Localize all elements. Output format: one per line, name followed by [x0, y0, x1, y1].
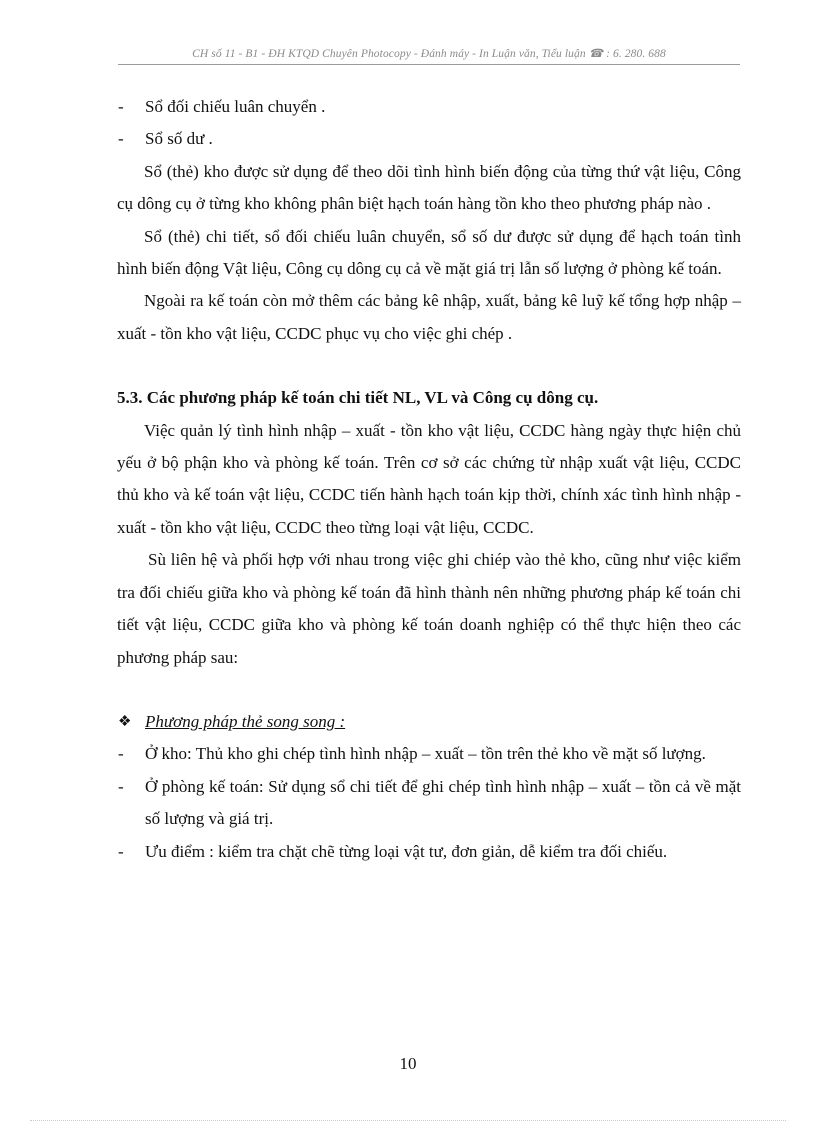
bullet-marker: - [118, 97, 124, 116]
bullet-marker: - [118, 841, 124, 861]
header-rule [118, 64, 740, 65]
bullet-marker: - [118, 776, 124, 796]
bullet-marker: - [118, 744, 124, 764]
bullet-item [117, 123, 741, 155]
bullet-text: Sổ số dư . [145, 129, 213, 149]
bullet-item [117, 771, 741, 836]
bullet-text: Ưu điểm : kiểm tra chặt chẽ từng loại vật tư, đơn giản, dễ kiểm tra đối chiếu. [145, 841, 668, 861]
bullet-item [117, 836, 741, 868]
page-number: 10 [399, 1054, 417, 1073]
page-body [117, 91, 741, 868]
paragraph: Ngoài ra kế toán còn mở thêm các bảng kê nhập, xuất, bảng kê luỹ kế tổng hợp nhập – xuất - tồn kho vật liệu, CCDC phục vụ cho việc ghi chép . [117, 291, 741, 343]
bullet-item [117, 738, 741, 770]
subheading [117, 706, 741, 738]
bullet-text: Sổ đối chiếu luân chuyển . [145, 97, 326, 116]
paragraph: Việc quản lý tình hình nhập – xuất - tồn kho vật liệu, CCDC hàng ngày thực hiện chủ yếu ở bộ phận kho và phòng kế toán. Trên cơ sở các chứng từ nhập xuất vật liệu, CCDC thủ kho và kế toán vật liệu, CCDC tiến hành hạch toán kịp thời, chính xác tình hình nhập - xuất - tồn kho vật liệu, CCDC theo từng loại vật liệu, CCDC. [117, 420, 741, 537]
bullet-marker: - [118, 129, 124, 149]
footer-rule [30, 1120, 786, 1121]
bullet-text: Ở kho: Thủ kho ghi chép tình hình nhập – xuất – tồn trên thẻ kho về mặt số lượng. [145, 744, 706, 764]
subheading-text: Phương pháp thẻ song song : [145, 711, 346, 731]
paragraph: Sổ (thẻ) chi tiết, sổ đối chiếu luân chuyển, sổ số dư được sử dụng để hạch toán tình hình biến động Vật liệu, Công cụ dông cụ cả về mặt giá trị lẫn số lượng ở phòng kế toán. [117, 226, 741, 279]
running-header: CH số 11 - B1 - ĐH KTQD Chuyên Photocopy - Đánh máy - In Luận văn, Tiểu luận ☎ : 6. 280. 688 [192, 48, 666, 60]
section-heading: 5.3. Các phương pháp kế toán chi tiết NL, VL và Công cụ dông cụ. [117, 388, 599, 408]
diamond-bullet-icon: ❖ [118, 713, 132, 730]
paragraph: Sổ (thẻ) kho được sử dụng để theo dõi tình hình biến động của từng thứ vật liệu, Công cụ dông cụ ở từng kho không phân biệt hạch toán hàng tồn kho theo phương pháp nào . [117, 161, 741, 214]
paragraph: Sù liên hệ và phối hợp với nhau trong việc ghi chiép vào thẻ kho, cũng như việc kiểm tra đối chiếu giữa kho và phòng kế toán đã hình thành nên những phương pháp kế toán chi tiết vật liệu, CCDC giữa kho và phòng kế toán doanh nghiệp có thể thực hiện theo các phương pháp sau: [117, 550, 741, 667]
bullet-text: Ở phòng kế toán: Sử dụng sổ chi tiết để ghi chép tình hình nhập – xuất – tồn cả về mặt số lượng và giá trị. [145, 776, 741, 829]
bullet-item [117, 91, 741, 123]
